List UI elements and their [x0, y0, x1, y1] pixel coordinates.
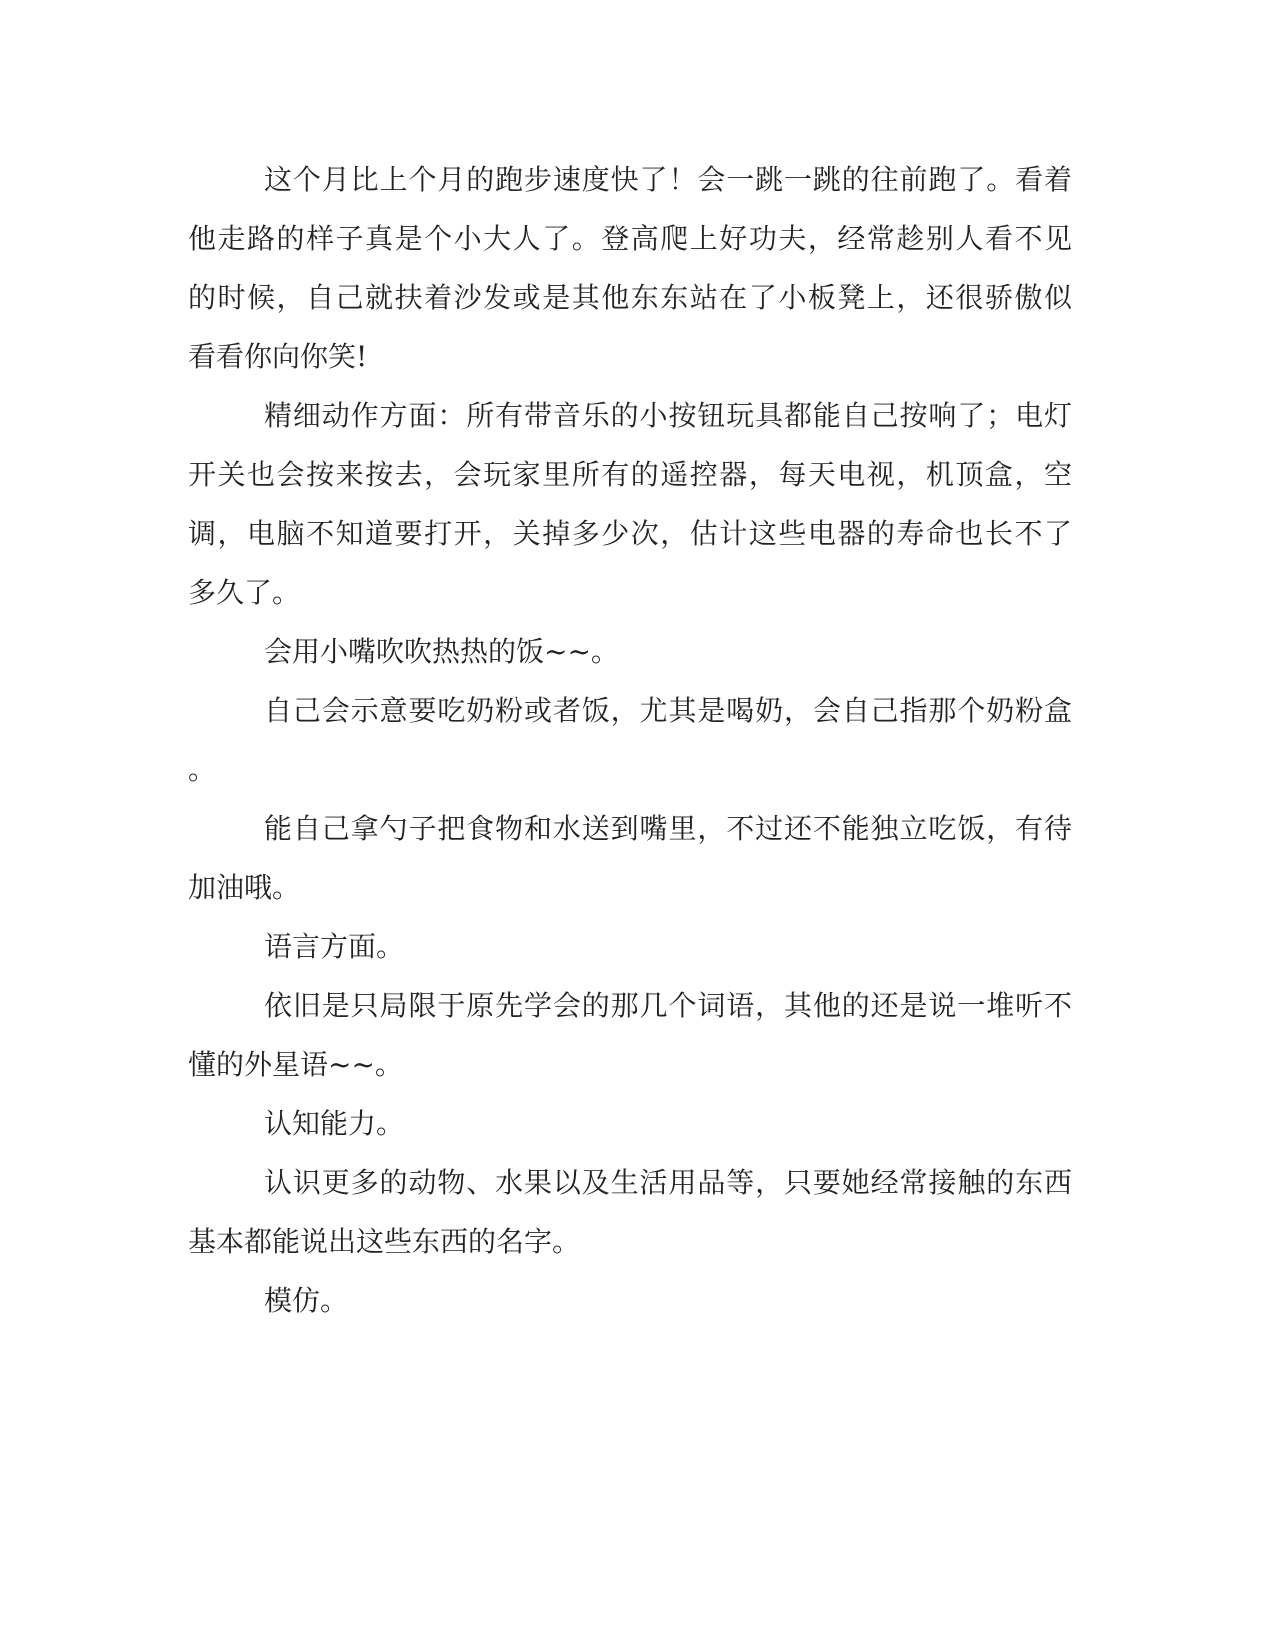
paragraph-4-line-2: 。: [188, 753, 217, 786]
paragraph-1-line-3: 的时候，自己就扶着沙发或是其他东东站在了小板凳上，还很骄傲似: [188, 281, 1072, 314]
paragraph-2-line-3: 调，电脑不知道要打开，关掉多少次，估计这些电器的寿命也长不了: [188, 517, 1072, 550]
paragraph-3-line-1: 会用小嘴吹吹热热的饭~~。: [264, 635, 619, 668]
paragraph-2-line-1: 精细动作方面：所有带音乐的小按钮玩具都能自己按响了；电灯: [264, 399, 1072, 432]
paragraph-6-line-1: 语言方面。: [264, 930, 405, 963]
paragraph-10-line-1: 模仿。: [264, 1284, 349, 1317]
paragraph-5-line-1: 能自己拿勺子把食物和水送到嘴里，不过还不能独立吃饭，有待: [264, 812, 1072, 845]
paragraph-2-line-4: 多久了。: [188, 576, 301, 609]
paragraph-9-line-1: 认识更多的动物、水果以及生活用品等，只要她经常接触的东西: [264, 1166, 1072, 1199]
paragraph-4-line-1: 自己会示意要吃奶粉或者饭，尤其是喝奶，会自己指那个奶粉盒: [264, 694, 1072, 727]
paragraph-1-line-1: 这个月比上个月的跑步速度快了！会一跳一跳的往前跑了。看着: [264, 163, 1072, 196]
paragraph-7-line-1: 依旧是只局限于原先学会的那几个词语，其他的还是说一堆听不: [264, 989, 1072, 1022]
paragraph-5-line-2: 加油哦。: [188, 871, 301, 904]
paragraph-1-line-2: 他走路的样子真是个小大人了。登高爬上好功夫，经常趁别人看不见: [188, 222, 1072, 255]
paragraph-1-line-4: 看看你向你笑!: [188, 340, 368, 373]
paragraph-7-line-2: 懂的外星语~~。: [188, 1048, 403, 1081]
paragraph-9-line-2: 基本都能说出这些东西的名字。: [188, 1225, 581, 1258]
paragraph-2-line-2: 开关也会按来按去，会玩家里所有的遥控器，每天电视，机顶盒，空: [188, 458, 1072, 491]
paragraph-8-line-1: 认知能力。: [264, 1107, 405, 1140]
